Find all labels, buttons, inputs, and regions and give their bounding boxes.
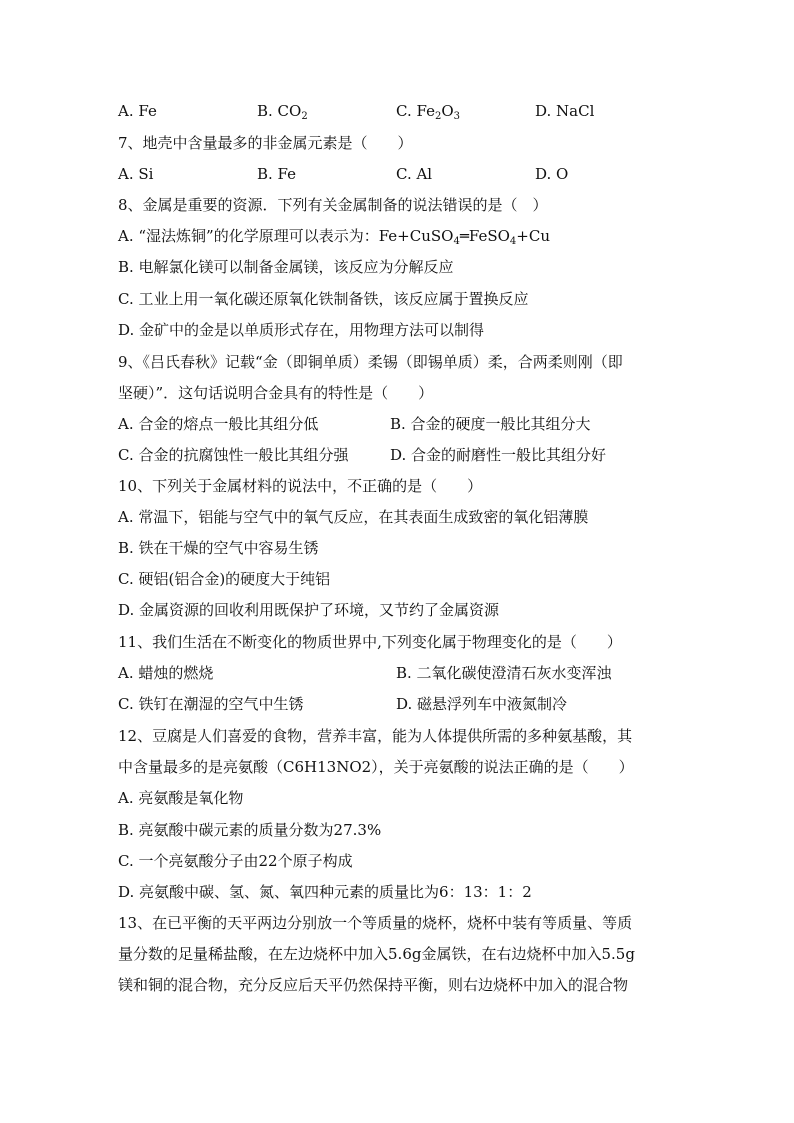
q10-option-a: A. 常温下，铝能与空气中的氧气反应，在其表面生成致密的氧化铝薄膜 xyxy=(118,508,589,526)
q11-option-b: B. 二氧化碳使澄清石灰水变浑浊 xyxy=(396,664,612,682)
q11-option-a: A. 蜡烛的燃烧 xyxy=(118,664,214,682)
q10-option-d: D. 金属资源的回收利用既保护了环境，又节约了金属资源 xyxy=(118,601,500,619)
q12-option-d: D. 亮氨酸中碳、氢、氮、氧四种元素的质量比为6：13：1：2 xyxy=(118,883,532,901)
q7-option-b: B. Fe xyxy=(257,165,297,183)
q6-option-a: A. Fe xyxy=(118,102,157,120)
q7-option-a: A. Si xyxy=(118,165,154,183)
q12-stem-line2: 中含量最多的是亮氨酸（C6H13NO2），关于亮氨酸的说法正确的是（ ） xyxy=(118,758,634,776)
q13-stem-line3: 镁和铜的混合物，充分反应后天平仍然保持平衡，则右边烧杯中加入的混合物 xyxy=(118,976,629,994)
q10-option-b: B. 铁在干燥的空气中容易生锈 xyxy=(118,539,319,557)
q7-option-d: D. O xyxy=(535,165,569,183)
q11-option-d: D. 磁悬浮列车中液氮制冷 xyxy=(396,695,568,713)
q9-option-c: C. 合金的抗腐蚀性一般比其组分强 xyxy=(118,446,349,464)
q7-option-c: C. Al xyxy=(396,165,433,183)
q12-option-a: A. 亮氨酸是氧化物 xyxy=(118,789,244,807)
q8-option-d: D. 金矿中的金是以单质形式存在，用物理方法可以制得 xyxy=(118,321,485,339)
q10-stem: 10、下列关于金属材料的说法中，不正确的是（ ） xyxy=(118,477,483,495)
q9-option-a: A. 合金的熔点一般比其组分低 xyxy=(118,415,319,433)
q8-option-c: C. 工业上用一氧化碳还原氧化铁制备铁，该反应属于置换反应 xyxy=(118,290,529,308)
q9-option-b: B. 合金的硬度一般比其组分大 xyxy=(390,415,591,433)
q9-stem-line1: 9、《吕氏春秋》记载“金（即铜单质）柔锡（即锡单质）柔，合两柔则刚（即 xyxy=(118,353,623,371)
q7-stem: 7、地壳中含量最多的非金属元素是（ ） xyxy=(118,134,413,152)
q6-option-c: C. $Fe_2O_3$ xyxy=(396,102,461,122)
q6-option-d: D. NaCl xyxy=(535,102,595,120)
q6-option-b: B. $CO_2$ xyxy=(257,102,308,122)
q11-stem: 11、我们生活在不断变化的物质世界中,下列变化属于物理变化的是（ ） xyxy=(118,633,622,651)
q8-option-b: B. 电解氯化镁可以制备金属镁，该反应为分解反应 xyxy=(118,258,454,276)
q12-option-b: B. 亮氨酸中碳元素的质量分数为27.3% xyxy=(118,821,382,839)
q10-option-c: C. 硬铝(铝合金)的硬度大于纯铝 xyxy=(118,570,331,588)
q12-stem-line1: 12、豆腐是人们喜爱的食物，营养丰富，能为人体提供所需的多种氨基酸，其 xyxy=(118,727,633,745)
q8-stem: 8、金属是重要的资源．下列有关金属制备的说法错误的是（ ） xyxy=(118,196,548,214)
q8-option-a: A. “湿法炼铜”的化学原理可以表示为：Fe+CuSO$_4$═FeSO$_4$+Cu xyxy=(118,227,550,247)
q13-stem-line1: 13、在已平衡的天平两边分别放一个等质量的烧杯，烧杯中装有等质量、等质 xyxy=(118,914,633,932)
q9-stem-line2: 坚硬）”．这句话说明合金具有的特性是（ ） xyxy=(118,384,434,402)
q12-option-c: C. 一个亮氨酸分子由22个原子构成 xyxy=(118,852,353,870)
q13-stem-line2: 量分数的足量稀盐酸，在左边烧杯中加入5.6g金属铁，在右边烧杯中加入5.5g xyxy=(118,945,635,963)
q9-option-d: D. 合金的耐磨性一般比其组分好 xyxy=(390,446,607,464)
q11-option-c: C. 铁钉在潮湿的空气中生锈 xyxy=(118,695,304,713)
